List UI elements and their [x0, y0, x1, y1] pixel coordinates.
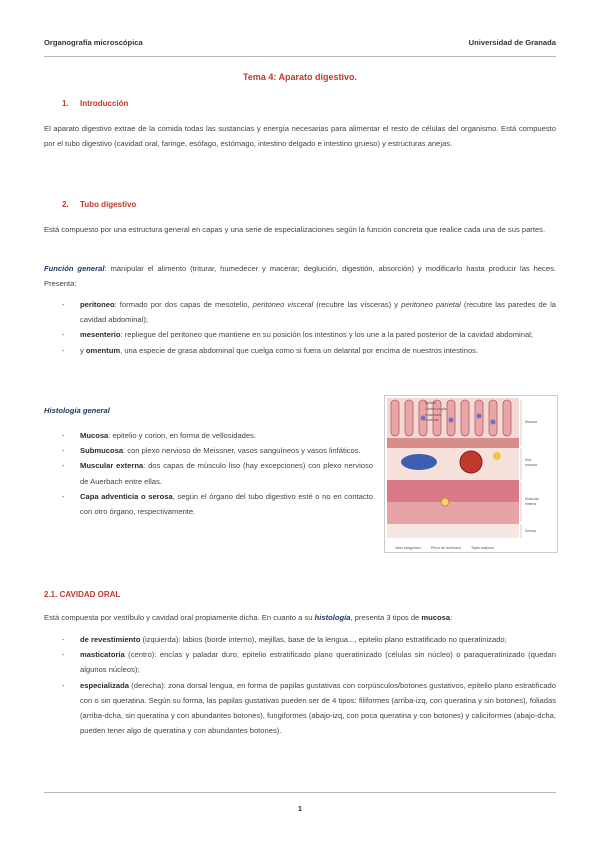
list-item-revestimiento [62, 632, 556, 647]
figure-caption-plexo: Plexo de Auerbach [431, 546, 462, 550]
text: (recubre las vísceras) y [313, 300, 402, 309]
tubo-list [62, 297, 556, 358]
text: : epitelio y corion, en forma de vellosidades. [108, 431, 257, 440]
funcion-general-paragraph [44, 261, 556, 291]
text: , según el órgano del tubo digestivo esté o no en contacto con otro órgano, respectivamente. [80, 491, 374, 517]
list-item-submucosa [62, 443, 373, 458]
italic-term: peritoneo parietal [401, 300, 461, 309]
header-divider [44, 56, 556, 57]
term: peritoneo [80, 300, 115, 309]
term: omentum [85, 345, 121, 355]
histology-figure [384, 395, 558, 553]
term: masticatoria [80, 650, 125, 660]
text: (izquierda): labios (borde interno), mejillas, base de la lengua..., epitelio plano estratificado no queratinizado; [140, 635, 507, 644]
text: (recubre las paredes de la cavidad abdominal); [80, 300, 556, 325]
list-item-mesenterio [62, 327, 556, 342]
cavidad-list [62, 632, 556, 738]
section-number: 2. [62, 200, 69, 209]
figure-label-mucosa: Mucosa [525, 420, 537, 424]
section-number: 1. [62, 99, 69, 108]
section-heading-cavidad-oral: 2.1. CAVIDAD ORAL [44, 590, 121, 599]
list-item-especializada [62, 678, 556, 739]
text: : formado por dos capas de mesotelio, [114, 300, 253, 309]
text: , presenta 3 tipos de [350, 613, 422, 622]
text: : [450, 613, 453, 622]
text: : dos capas de músculo liso (hay excepciones) con plexo nervioso de Auerbach entre ellas. [80, 461, 373, 486]
section-title: Introducción [80, 99, 129, 108]
text: y [80, 345, 86, 355]
figure-label-lamina-propia: Lámina propia [425, 407, 447, 411]
list-item-masticatoria [62, 647, 556, 677]
term: especializada [80, 680, 129, 690]
term: Muscular externa [80, 461, 144, 471]
figure-label-muscularis: Muscularis [425, 413, 442, 417]
section-heading-intro [62, 99, 128, 108]
figure-label-sub: Sub- [525, 458, 533, 462]
term: Mucosa [80, 431, 109, 440]
section-heading-tubo [62, 200, 136, 209]
list-item-mucosa [62, 428, 373, 443]
funcion-general-label: Función general [44, 264, 105, 273]
term: Submucosa [80, 446, 124, 456]
header-university: Universidad de Granada [468, 38, 556, 47]
text: : con plexo nervioso de Meissner, vasos sanguíneos y vasos linfáticos. [123, 446, 361, 456]
text: (centro): encías y paladar duro, epitelio estratificado plano queratinizado (células sin núcleo) o paraqueratinizado (quedan algunos núcleos); [80, 650, 556, 675]
cavidad-intro-paragraph [44, 610, 556, 625]
figure-label-epitelio: Epitelio [425, 401, 437, 405]
figure-label-mucosae: mucosae [425, 418, 439, 422]
tubo-paragraph: Está compuesto por una estructura general en capas y una serie de especializaciones según la función concreta que realice cada una de sus partes. [44, 225, 546, 234]
header-course: Organografía microscópica [44, 38, 143, 47]
list-item-omentum [62, 343, 556, 358]
text: , una especie de grasa abdominal que cuelga como si fuera un delantal por encima de nuestros intestinos. [120, 345, 479, 355]
page-number: 1 [297, 804, 303, 813]
figure-caption-tejido: Tejido adiposo [471, 546, 494, 550]
section-title: Tubo digestivo [80, 200, 137, 209]
histologia-list [62, 428, 373, 519]
figure-label-muscular: Muscular [525, 497, 539, 501]
footer-divider [44, 792, 556, 793]
page-title: Tema 4: Aparato digestivo. [242, 72, 358, 82]
text: : repliegue del peritoneo que mantiene en su posición los intestinos y los une a la pared posterior de la cavidad abdominal; [120, 330, 533, 340]
emphasis: histología [314, 613, 351, 622]
list-item-peritoneo [62, 297, 556, 327]
term: Capa adventicia o serosa [80, 491, 173, 501]
italic-term: peritoneo visceral [252, 300, 314, 309]
term: mucosa [421, 613, 451, 622]
figure-label-externa: externa [525, 502, 537, 506]
histologia-heading: Histología general [44, 406, 110, 415]
list-item-muscular-externa [62, 458, 373, 488]
funcion-general-text: : manipular el alimento (triturar, humedecer y macerar; deglución, digestión, absorción) y modificarlo hasta producir las heces. Presenta: [44, 264, 556, 289]
figure-label-submucosa: mucosa [525, 463, 537, 467]
figure-label-serosa: Serosa [525, 529, 536, 533]
text: (derecha): zona dorsal lengua, en forma de papilas gustativas con corpúsculos/botones gustativos, epitelio plano estratificado con o sin queratina. Según su forma, las papilas gustativas pueden ser de 4 tipos: filiformes (arriba-izq, con queratina y sin botones), foliadas (arriba-dcha, sin queratina y con abundantes botones), fungiformes (abajo-izq, con poca queratina y con botones) y caliciformes (abajo-dcha, pueden tener algo de queratina y con abundantes botones). [80, 680, 556, 736]
list-item-serosa [62, 489, 373, 519]
text: Está compuesta por vestíbulo y cavidad oral propiamente dicha. En cuanto a su [44, 613, 315, 622]
term: mesenterio [80, 330, 121, 340]
intro-paragraph: El aparato digestivo extrae de la comida todas las sustancias y energía necesarias para alimentar el resto de células del organismo. Está compuesto por el tubo digestivo (cavidad oral, faringe, esófago, estómago, intestino delgado e intestino grueso) y estructuras anejas. [44, 124, 556, 149]
term: de revestimiento [80, 635, 141, 644]
figure-caption-vaso: Vaso sanguíneo [395, 546, 421, 550]
